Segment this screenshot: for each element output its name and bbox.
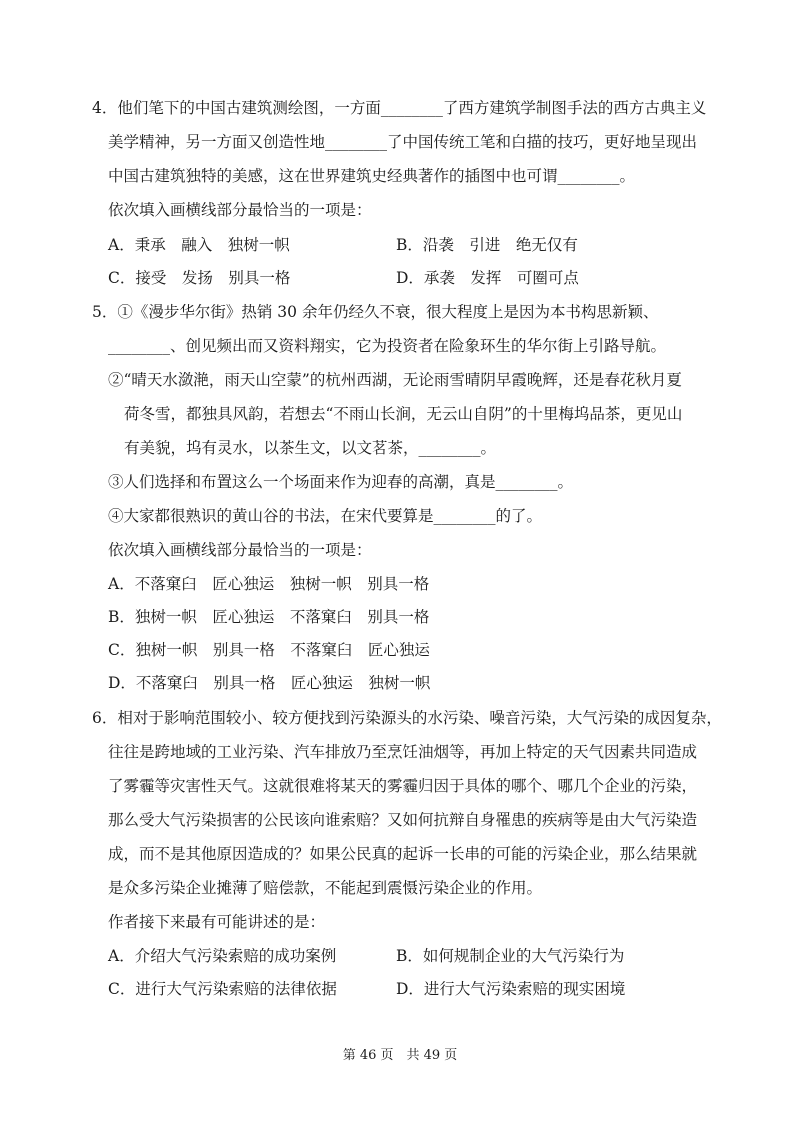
q4-line-3: 中国古建筑独特的美感，这在世界建筑史经典著作的插图中也可谓________。 <box>108 167 636 185</box>
q4-prompt: 依次填入画横线部分最恰当的一项是： <box>108 201 372 219</box>
q5-option-b: B．独树一帜 匠心独运 不落窠臼 别具一格 <box>108 608 430 626</box>
q6-option-d: D．进行大气污染索赔的现实困境 <box>396 980 626 998</box>
q5-line-7: ④大家都很熟识的黄山谷的书法，在宋代要算是________的了。 <box>108 507 543 525</box>
q6-line-5: 成，而不是其他原因造成的？如果公民真的起诉一长串的可能的污染企业，那么结果就 <box>108 845 698 863</box>
q4-line-2: 美学精神，另一方面又创造性地________了中国传统工笔和白描的技巧，更好地呈现出 <box>108 133 698 151</box>
q5-line-2: ________、创见频出而又资料翔实，它为投资者在险象环生的华尔街上引路导航。 <box>108 337 667 355</box>
q4-option-b: B．沿袭 引进 绝无仅有 <box>396 236 578 254</box>
q6-line-6: 是众多污染企业摊薄了赔偿款，不能起到震慑污染企业的作用。 <box>108 879 543 897</box>
q6-option-a: A．介绍大气污染索赔的成功案例 <box>108 947 337 965</box>
q5-line-6: ③人们选择和布置这么一个场面来作为迎春的高潮，真是________。 <box>108 473 574 491</box>
q6-option-c: C．进行大气污染索赔的法律依据 <box>108 980 337 998</box>
q5-prompt: 依次填入画横线部分最恰当的一项是： <box>108 541 372 559</box>
page-number-footer: 第 46 页 共 49 页 <box>342 1048 458 1063</box>
q4-option-d: D．承袭 发挥 可圈可点 <box>396 269 579 287</box>
q6-option-b: B．如何规制企业的大气污染行为 <box>396 947 625 965</box>
q5-option-c: C．独树一帜 别具一格 不落窠臼 匠心独运 <box>108 641 430 659</box>
q5-line-5: 有美貌，坞有灵水，以茶生文，以文茗茶，________。 <box>124 439 497 457</box>
q4-option-c: C．接受 发扬 别具一格 <box>108 269 291 287</box>
q6-line-1: 6．相对于影响范围较小、较方便找到污染源头的水污染、噪音污染，大气污染的成因复杂， <box>92 709 722 727</box>
q5-option-a: A．不落窠臼 匠心独运 独树一帜 别具一格 <box>108 575 430 593</box>
q5-line-3: ②“晴天水潋滟，雨天山空蒙”的杭州西湖，无论雨雪晴阴早霞晚辉，还是春花秋月夏 <box>108 371 682 389</box>
q5-option-d: D．不落窠臼 别具一格 匠心独运 独树一帜 <box>108 674 431 692</box>
q6-line-3: 了雾霾等灾害性天气。这就很难将某天的雾霾归因于具体的哪个、哪几个企业的污染， <box>108 777 698 795</box>
q5-line-1: 5．①《漫步华尔街》热销 30 余年仍经久不衰，很大程度上是因为本书构思新颖、 <box>92 303 659 321</box>
q4-option-a: A．秉承 融入 独树一帜 <box>108 236 290 254</box>
q5-line-4: 荷冬雪，都独具风韵，若想去“不雨山长涧，无云山自阴”的十里梅坞品茶，更见山 <box>124 405 683 423</box>
q6-line-2: 往往是跨地域的工业污染、汽车排放乃至烹饪油烟等，再加上特定的天气因素共同造成 <box>108 743 698 761</box>
q6-prompt: 作者接下来最有可能讲述的是： <box>108 913 326 931</box>
q4-line-1: 4．他们笔下的中国古建筑测绘图，一方面________了西方建筑学制图手法的西方古典主义 <box>92 99 707 117</box>
q6-line-4: 那么受大气污染损害的公民该向谁索赔？又如何抗辩自身罹患的疾病等是由大气污染造 <box>108 811 698 829</box>
